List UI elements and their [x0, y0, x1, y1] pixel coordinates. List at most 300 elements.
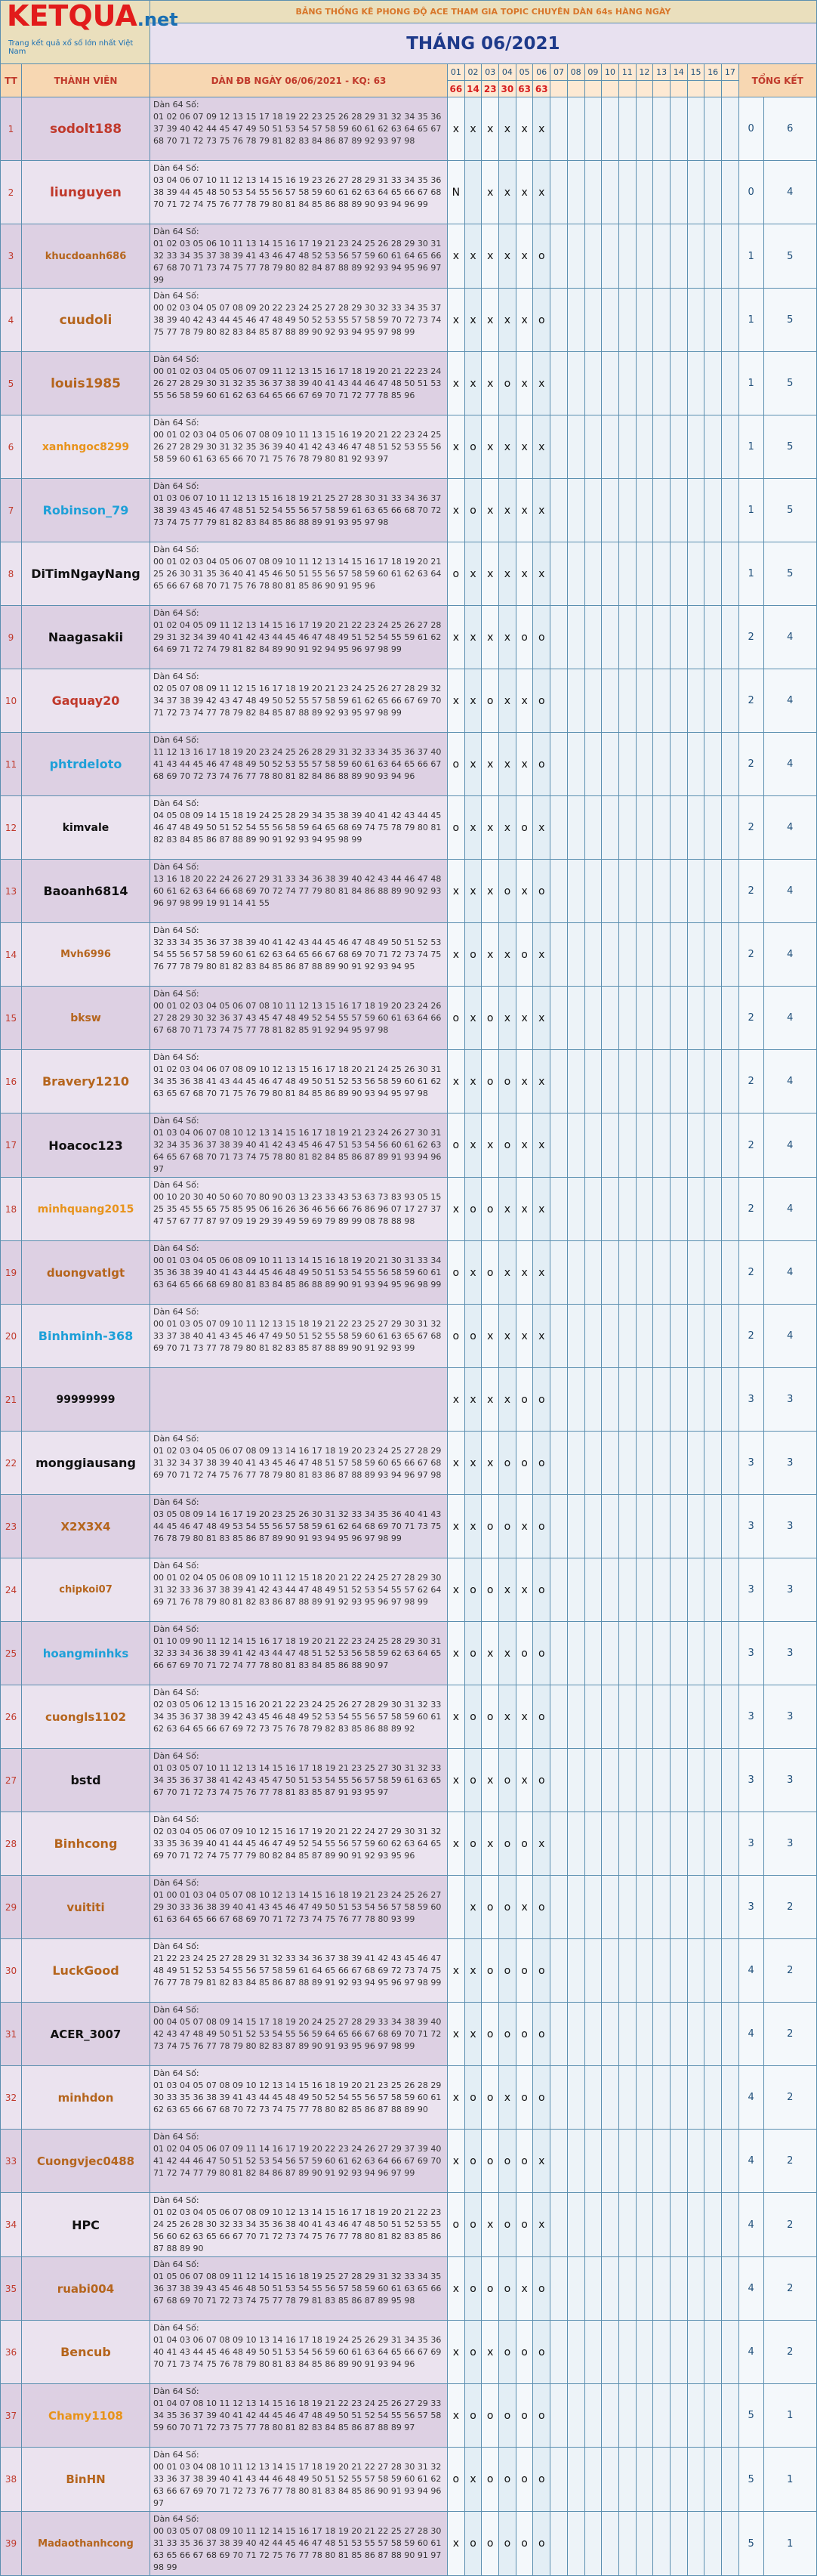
- mark-day-15: [687, 1241, 704, 1305]
- member-name[interactable]: ACER_3007: [22, 2003, 150, 2066]
- total-score: 1: [763, 2448, 816, 2512]
- mark-day-01: x: [448, 1558, 465, 1622]
- mark-day-03: x: [482, 1113, 499, 1178]
- day-header-12: 12: [636, 64, 653, 81]
- hit-count: 4: [738, 2130, 763, 2193]
- mark-day-01: x: [448, 1178, 465, 1241]
- mark-day-06: o: [533, 1495, 550, 1558]
- mark-day-17: [722, 987, 739, 1050]
- mark-day-03: o: [482, 2257, 499, 2321]
- mark-day-04: o: [499, 2448, 516, 2512]
- mark-day-06: o: [533, 2321, 550, 2384]
- member-name[interactable]: phtrdeloto: [22, 733, 150, 796]
- member-rank: 18: [1, 1178, 22, 1241]
- member-name[interactable]: sodolt188: [22, 97, 150, 161]
- mark-day-14: [670, 2066, 687, 2130]
- member-rank: 8: [1, 542, 22, 606]
- mark-day-01: x: [448, 923, 465, 987]
- mark-day-04: o: [499, 2193, 516, 2257]
- total-score: 4: [763, 923, 816, 987]
- mark-day-11: [618, 987, 636, 1050]
- mark-day-09: [584, 479, 602, 542]
- hit-count: 2: [738, 1305, 763, 1368]
- mark-day-12: [636, 2257, 653, 2321]
- member-rank: 22: [1, 1432, 22, 1495]
- mark-day-17: [722, 2193, 739, 2257]
- mark-day-06: x: [533, 1241, 550, 1305]
- member-row: [1, 796, 817, 860]
- mark-day-02: x: [464, 542, 482, 606]
- mark-day-15: [687, 2066, 704, 2130]
- member-row: [1, 923, 817, 987]
- member-name[interactable]: minhdon: [22, 2066, 150, 2130]
- member-name[interactable]: Cuongvjec0488: [22, 2130, 150, 2193]
- mark-day-01: x: [448, 2321, 465, 2384]
- member-rank: 13: [1, 860, 22, 923]
- mark-day-07: [550, 1558, 568, 1622]
- mark-day-08: [567, 1939, 584, 2003]
- mark-day-14: [670, 669, 687, 733]
- mark-day-05: o: [516, 606, 533, 669]
- member-name[interactable]: X2X3X4: [22, 1495, 150, 1558]
- member-row: [1, 2003, 817, 2066]
- numbers-list: 03 05 08 09 14 16 17 19 20 23 25 26 30 31 32 33 34 35 36 40 41 43 44 45 46 47 48 49 53 54 55 56 57 58 59 61 62 64 68 69 70 71 73 75 76 78 79 80 81 83 85 86 87 89 90 91 93 94 95 96 97 98 99: [153, 1509, 442, 1543]
- mark-day-15: [687, 224, 704, 289]
- mark-day-05: x: [516, 1495, 533, 1558]
- mark-day-05: o: [516, 923, 533, 987]
- mark-day-16: [704, 352, 722, 415]
- mark-day-16: [704, 1495, 722, 1558]
- mark-day-06: x: [533, 161, 550, 224]
- mark-day-14: [670, 860, 687, 923]
- member-row: [1, 1749, 817, 1812]
- mark-day-17: [722, 1749, 739, 1812]
- mark-day-11: [618, 352, 636, 415]
- mark-day-17: [722, 1368, 739, 1432]
- numbers-label: Dàn 64 Số:: [153, 1307, 199, 1317]
- member-name[interactable]: minhquang2015: [22, 1178, 150, 1241]
- mark-day-04: o: [499, 2130, 516, 2193]
- numbers-list: 00 02 03 04 05 07 08 09 20 22 23 24 25 27 28 29 30 32 33 34 35 37 38 39 40 42 43 44 45 46 47 48 49 50 52 53 55 57 58 59 70 72 73 74 75 77 78 79 80 82 83 84 85 87 88 89 90 92 93 94 95 97 98 99: [153, 303, 442, 337]
- mark-day-08: [567, 606, 584, 669]
- mark-day-04: o: [499, 1749, 516, 1812]
- mark-day-15: [687, 1876, 704, 1939]
- member-rank: 31: [1, 2003, 22, 2066]
- member-row: [1, 1432, 817, 1495]
- mark-day-17: [722, 1939, 739, 2003]
- mark-day-17: [722, 2003, 739, 2066]
- mark-day-01: x: [448, 1495, 465, 1558]
- member-row: [1, 733, 817, 796]
- numbers-list: 02 03 05 06 12 13 15 16 20 21 22 23 24 25 26 27 28 29 30 31 32 33 34 35 36 37 38 39 42 43 45 46 48 49 52 53 54 55 56 57 58 59 60 61 62 63 64 65 66 67 69 72 73 75 76 78 79 82 83 85 86 88 89 92: [153, 1700, 442, 1734]
- mark-day-14: [670, 224, 687, 289]
- mark-day-10: [602, 1495, 619, 1558]
- member-name[interactable]: Baoanh6814: [22, 860, 150, 923]
- mark-day-17: [722, 1876, 739, 1939]
- numbers-label: Dàn 64 Số:: [153, 100, 199, 110]
- member-name[interactable]: Robinson_79: [22, 479, 150, 542]
- numbers-list: 01 02 04 05 06 07 09 11 14 16 17 19 20 22 23 24 26 27 29 37 39 40 41 42 44 46 47 50 51 52 53 54 56 57 59 60 61 62 63 64 66 67 69 70 71 72 74 77 79 80 81 82 84 86 87 89 90 91 92 93 94 96 97 99: [153, 2144, 442, 2178]
- hit-count: 2: [738, 1241, 763, 1305]
- mark-day-05: o: [516, 1432, 533, 1495]
- mark-day-04: x: [499, 1685, 516, 1749]
- mark-day-12: [636, 2003, 653, 2066]
- mark-day-05: x: [516, 1178, 533, 1241]
- member-rank: 20: [1, 1305, 22, 1368]
- mark-day-04: x: [499, 1368, 516, 1432]
- member-name[interactable]: vuititi: [22, 1876, 150, 1939]
- mark-day-02: x: [464, 796, 482, 860]
- member-name[interactable]: BinHN: [22, 2448, 150, 2512]
- mark-day-16: [704, 1178, 722, 1241]
- member-name[interactable]: Bravery1210: [22, 1050, 150, 1113]
- mark-day-10: [602, 1241, 619, 1305]
- mark-day-04: o: [499, 1432, 516, 1495]
- mark-day-02: [464, 161, 482, 224]
- day-header-09: 09: [584, 64, 602, 81]
- day-result-12: [636, 81, 653, 97]
- mark-day-01: o: [448, 733, 465, 796]
- member-name[interactable]: Binhcong: [22, 1812, 150, 1876]
- member-rank: 29: [1, 1876, 22, 1939]
- numbers-list: 21 22 23 24 25 27 28 29 31 32 33 34 36 37 38 39 41 42 43 45 46 47 48 49 51 52 53 54 55 56 57 58 59 61 64 65 66 67 68 69 72 73 74 75 76 77 78 79 81 82 83 84 85 86 87 88 89 91 92 93 94 95 96 97 98 99: [153, 1954, 442, 1988]
- mark-day-08: [567, 1050, 584, 1113]
- mark-day-13: [653, 1178, 671, 1241]
- numbers-list: 01 03 05 07 10 11 12 13 14 15 16 17 18 19 21 23 25 27 30 31 32 33 34 35 36 37 38 41 42 43 45 47 50 51 53 54 55 56 57 58 59 61 63 65 67 70 71 72 73 74 75 76 77 78 81 83 85 87 91 93 95 97: [153, 1763, 442, 1797]
- member-rank: 15: [1, 987, 22, 1050]
- mark-day-15: [687, 2384, 704, 2448]
- mark-day-04: x: [499, 542, 516, 606]
- member-name[interactable]: cuongls1102: [22, 1685, 150, 1749]
- hit-count: 3: [738, 1812, 763, 1876]
- mark-day-10: [602, 161, 619, 224]
- mark-day-11: [618, 1622, 636, 1685]
- mark-day-13: [653, 2066, 671, 2130]
- mark-day-11: [618, 1558, 636, 1622]
- mark-day-15: [687, 2257, 704, 2321]
- mark-day-03: x: [482, 1368, 499, 1432]
- hit-count: 4: [738, 2321, 763, 2384]
- numbers-label: Dàn 64 Số:: [153, 1561, 199, 1571]
- mark-day-11: [618, 733, 636, 796]
- mark-day-08: [567, 1558, 584, 1622]
- mark-day-09: [584, 1876, 602, 1939]
- member-name[interactable]: Hoacoc123: [22, 1113, 150, 1178]
- member-name[interactable]: hoangminhks: [22, 1622, 150, 1685]
- mark-day-05: x: [516, 1305, 533, 1368]
- member-name[interactable]: duongvatlgt: [22, 1241, 150, 1305]
- mark-day-06: o: [533, 1939, 550, 2003]
- mark-day-09: [584, 733, 602, 796]
- mark-day-07: [550, 97, 568, 161]
- mark-day-10: [602, 1876, 619, 1939]
- mark-day-12: [636, 1432, 653, 1495]
- member-name[interactable]: Bencub: [22, 2321, 150, 2384]
- mark-day-05: o: [516, 2130, 533, 2193]
- day-header-17: 17: [722, 64, 739, 81]
- mark-day-12: [636, 2384, 653, 2448]
- mark-day-01: x: [448, 479, 465, 542]
- mark-day-12: [636, 987, 653, 1050]
- member-name[interactable]: bstd: [22, 1749, 150, 1812]
- mark-day-08: [567, 289, 584, 352]
- numbers-label: Dàn 64 Số:: [153, 163, 199, 173]
- mark-day-02: o: [464, 1749, 482, 1812]
- mark-day-02: o: [464, 2193, 482, 2257]
- mark-day-14: [670, 2130, 687, 2193]
- member-rank: 33: [1, 2130, 22, 2193]
- mark-day-06: x: [533, 1305, 550, 1368]
- mark-day-15: [687, 606, 704, 669]
- member-rank: 16: [1, 1050, 22, 1113]
- numbers-label: Dàn 64 Số:: [153, 2068, 199, 2078]
- numbers-list: 00 04 05 07 08 09 14 15 17 18 19 20 24 25 27 28 29 33 34 38 39 40 42 43 47 48 49 50 51 52 53 54 55 56 59 64 65 66 67 68 69 70 71 72 73 74 75 76 77 78 79 80 82 83 87 89 90 91 93 95 96 97 98 99: [153, 2017, 442, 2051]
- member-numbers: [150, 1113, 448, 1178]
- member-name[interactable]: xanhngoc8299: [22, 415, 150, 479]
- mark-day-13: [653, 1939, 671, 2003]
- mark-day-03: x: [482, 796, 499, 860]
- mark-day-07: [550, 2448, 568, 2512]
- mark-day-06: x: [533, 987, 550, 1050]
- mark-day-09: [584, 669, 602, 733]
- day-result-16: [704, 81, 722, 97]
- member-row: [1, 1050, 817, 1113]
- mark-day-06: o: [533, 2257, 550, 2321]
- member-rank: 39: [1, 2512, 22, 2576]
- mark-day-01: o: [448, 542, 465, 606]
- mark-day-17: [722, 1178, 739, 1241]
- mark-day-16: [704, 1113, 722, 1178]
- mark-day-14: [670, 1495, 687, 1558]
- mark-day-17: [722, 161, 739, 224]
- mark-day-06: x: [533, 1050, 550, 1113]
- logo-cell: [1, 0, 178, 64]
- member-name[interactable]: kimvale: [22, 796, 150, 860]
- mark-day-02: o: [464, 2384, 482, 2448]
- total-score: 3: [763, 1749, 816, 1812]
- mark-day-06: x: [533, 1812, 550, 1876]
- member-numbers: [150, 2321, 448, 2384]
- numbers-label: Dàn 64 Số:: [153, 672, 199, 681]
- mark-day-16: [704, 97, 722, 161]
- mark-day-03: x: [482, 289, 499, 352]
- mark-day-17: [722, 2321, 739, 2384]
- mark-day-06: o: [533, 2066, 550, 2130]
- mark-day-16: [704, 479, 722, 542]
- member-name[interactable]: Gaquay20: [22, 669, 150, 733]
- day-header-11: 11: [618, 64, 636, 81]
- mark-day-06: x: [533, 352, 550, 415]
- total-score: 4: [763, 1241, 816, 1305]
- total-score: 4: [763, 796, 816, 860]
- member-row: [1, 2257, 817, 2321]
- total-score: 4: [763, 1178, 816, 1241]
- member-row: [1, 1178, 817, 1241]
- mark-day-11: [618, 1368, 636, 1432]
- mark-day-12: [636, 796, 653, 860]
- mark-day-03: o: [482, 1685, 499, 1749]
- mark-day-17: [722, 1432, 739, 1495]
- mark-day-03: x: [482, 860, 499, 923]
- member-name[interactable]: Naagasakii: [22, 606, 150, 669]
- member-numbers: [150, 1305, 448, 1368]
- mark-day-12: [636, 1368, 653, 1432]
- mark-day-05: o: [516, 1812, 533, 1876]
- mark-day-02: x: [464, 987, 482, 1050]
- numbers-label: Dàn 64 Số:: [153, 1688, 199, 1697]
- mark-day-11: [618, 1749, 636, 1812]
- member-name[interactable]: bksw: [22, 987, 150, 1050]
- mark-day-16: [704, 161, 722, 224]
- member-name[interactable]: Madaothanhcong: [22, 2512, 150, 2576]
- mark-day-02: o: [464, 2257, 482, 2321]
- member-name[interactable]: Mvh6996: [22, 923, 150, 987]
- mark-day-15: [687, 2130, 704, 2193]
- member-numbers: [150, 542, 448, 606]
- mark-day-17: [722, 923, 739, 987]
- mark-day-02: o: [464, 2066, 482, 2130]
- member-rank: 26: [1, 1685, 22, 1749]
- mark-day-11: [618, 1876, 636, 1939]
- hit-count: 3: [738, 1685, 763, 1749]
- member-row: [1, 2512, 817, 2576]
- mark-day-17: [722, 860, 739, 923]
- member-row: [1, 1305, 817, 1368]
- mark-day-11: [618, 161, 636, 224]
- numbers-label: Dàn 64 Số:: [153, 2450, 199, 2460]
- mark-day-15: [687, 1812, 704, 1876]
- mark-day-09: [584, 1558, 602, 1622]
- mark-day-10: [602, 733, 619, 796]
- hit-count: 1: [738, 352, 763, 415]
- mark-day-09: [584, 1812, 602, 1876]
- member-name[interactable]: khucdoanh686: [22, 224, 150, 289]
- mark-day-11: [618, 2193, 636, 2257]
- member-rank: 5: [1, 352, 22, 415]
- member-name[interactable]: chipkoi07: [22, 1558, 150, 1622]
- mark-day-14: [670, 2321, 687, 2384]
- mark-day-06: o: [533, 1876, 550, 1939]
- mark-day-05: x: [516, 161, 533, 224]
- mark-day-10: [602, 1812, 619, 1876]
- site-logo[interactable]: KETQUA.net: [7, 0, 178, 32]
- mark-day-07: [550, 1495, 568, 1558]
- member-name[interactable]: cuudoli: [22, 289, 150, 352]
- hit-count: 4: [738, 2003, 763, 2066]
- mark-day-11: [618, 669, 636, 733]
- member-name[interactable]: Chamy1108: [22, 2384, 150, 2448]
- day-header-13: 13: [653, 64, 671, 81]
- day-result-03: 23: [482, 81, 499, 97]
- member-rank: 4: [1, 289, 22, 352]
- mark-day-08: [567, 479, 584, 542]
- hit-count: 2: [738, 733, 763, 796]
- mark-day-06: o: [533, 606, 550, 669]
- mark-day-08: [567, 2448, 584, 2512]
- mark-day-13: [653, 2130, 671, 2193]
- mark-day-05: x: [516, 479, 533, 542]
- mark-day-07: [550, 2257, 568, 2321]
- hit-count: 2: [738, 1050, 763, 1113]
- mark-day-10: [602, 1178, 619, 1241]
- member-name[interactable]: DiTimNgayNang: [22, 542, 150, 606]
- mark-day-08: [567, 796, 584, 860]
- member-numbers: [150, 2384, 448, 2448]
- total-score: 2: [763, 2257, 816, 2321]
- mark-day-08: [567, 2384, 584, 2448]
- mark-day-03: x: [482, 161, 499, 224]
- mark-day-13: [653, 606, 671, 669]
- total-score: 1: [763, 2384, 816, 2448]
- mark-day-11: [618, 1050, 636, 1113]
- total-score: 5: [763, 542, 816, 606]
- mark-day-07: [550, 2321, 568, 2384]
- member-row: [1, 987, 817, 1050]
- member-name[interactable]: louis1985: [22, 352, 150, 415]
- member-name[interactable]: ruabi004: [22, 2257, 150, 2321]
- mark-day-13: [653, 2448, 671, 2512]
- member-name[interactable]: 99999999: [22, 1368, 150, 1432]
- numbers-list: 00 01 02 03 04 05 06 07 08 09 10 11 13 15 16 19 20 21 22 23 24 25 26 27 28 29 30 31 32 35 36 39 40 41 42 43 46 47 48 51 52 53 55 56 58 59 60 61 63 65 66 70 71 75 76 78 79 80 81 92 93 97: [153, 430, 442, 464]
- mark-day-10: [602, 2321, 619, 2384]
- mark-day-06: x: [533, 479, 550, 542]
- mark-day-15: [687, 161, 704, 224]
- mark-day-09: [584, 97, 602, 161]
- mark-day-09: [584, 1368, 602, 1432]
- mark-day-07: [550, 1241, 568, 1305]
- numbers-list: 01 02 03 04 06 07 08 09 10 12 13 15 16 17 18 20 21 24 25 26 30 31 34 35 36 38 41 43 44 45 46 47 48 49 50 51 52 53 56 58 59 60 61 62 63 65 67 68 70 71 75 76 79 80 81 84 85 86 89 90 93 94 95 97 98: [153, 1064, 442, 1098]
- mark-day-07: [550, 479, 568, 542]
- member-name[interactable]: Binhminh-368: [22, 1305, 150, 1368]
- mark-day-09: [584, 352, 602, 415]
- mark-day-06: x: [533, 2193, 550, 2257]
- mark-day-01: x: [448, 2003, 465, 2066]
- member-numbers: [150, 2066, 448, 2130]
- mark-day-13: [653, 2384, 671, 2448]
- member-rank: 12: [1, 796, 22, 860]
- mark-day-09: [584, 923, 602, 987]
- mark-day-09: [584, 2384, 602, 2448]
- mark-day-04: x: [499, 97, 516, 161]
- member-name[interactable]: HPC: [22, 2193, 150, 2257]
- mark-day-09: [584, 2066, 602, 2130]
- member-numbers: [150, 1050, 448, 1113]
- day-header-14: 14: [670, 64, 687, 81]
- member-name[interactable]: liunguyen: [22, 161, 150, 224]
- mark-day-12: [636, 923, 653, 987]
- mark-day-17: [722, 97, 739, 161]
- mark-day-03: x: [482, 542, 499, 606]
- member-row: [1, 479, 817, 542]
- member-numbers: [150, 733, 448, 796]
- member-name[interactable]: monggiausang: [22, 1432, 150, 1495]
- numbers-label: Dàn 64 Số:: [153, 354, 199, 364]
- member-name[interactable]: LuckGood: [22, 1939, 150, 2003]
- mark-day-09: [584, 987, 602, 1050]
- mark-day-08: [567, 542, 584, 606]
- mark-day-10: [602, 923, 619, 987]
- mark-day-17: [722, 479, 739, 542]
- numbers-list: 01 02 03 04 05 06 07 08 09 13 14 16 17 18 19 20 23 24 25 27 28 29 31 32 34 37 38 39 40 41 43 45 46 47 48 51 57 58 59 60 65 66 67 68 69 70 71 72 74 75 76 77 78 79 80 81 83 86 87 88 89 93 94 96 97 98: [153, 1446, 442, 1480]
- total-score: 3: [763, 1368, 816, 1432]
- mark-day-02: o: [464, 2321, 482, 2384]
- mark-day-12: [636, 1558, 653, 1622]
- member-numbers: [150, 796, 448, 860]
- mark-day-07: [550, 2512, 568, 2576]
- mark-day-14: [670, 2193, 687, 2257]
- numbers-label: Dàn 64 Số:: [153, 1243, 199, 1253]
- mark-day-13: [653, 1622, 671, 1685]
